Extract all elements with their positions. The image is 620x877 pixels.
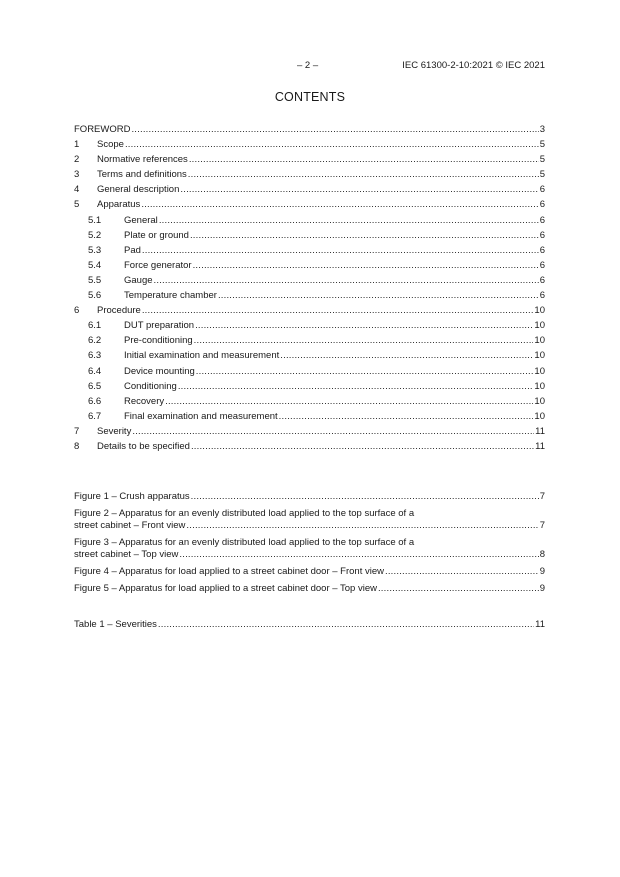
toc-entry-number: 6.6 xyxy=(88,395,102,407)
dot-leader xyxy=(159,215,539,227)
figure-entry-title: Figure 5 – Apparatus for load applied to a street cabinet door – Top view xyxy=(74,583,377,594)
dot-leader xyxy=(158,619,534,631)
toc-entry-page: 6 xyxy=(539,290,545,302)
toc-entry[interactable] xyxy=(74,154,545,166)
toc-entry-number: 6.5 xyxy=(88,380,102,392)
toc-entry[interactable] xyxy=(74,426,545,438)
toc-entry-title: Initial examination and measurement xyxy=(124,350,280,362)
toc-entry-title: Force generator xyxy=(124,259,192,271)
toc-entry[interactable] xyxy=(74,230,545,242)
toc-entry[interactable] xyxy=(74,124,545,136)
toc-entry[interactable] xyxy=(74,260,545,272)
figure-entry[interactable] xyxy=(74,583,545,595)
table-entry-page: 11 xyxy=(535,619,545,630)
dot-leader xyxy=(196,366,534,378)
figure-entry-page: 7 xyxy=(539,491,545,502)
dot-leader xyxy=(194,335,534,347)
toc-entry-number: 4 xyxy=(74,184,80,196)
figure-entry-page: 9 xyxy=(539,566,545,577)
document-reference: IEC 61300-2-10:2021 © IEC 2021 xyxy=(402,60,545,71)
toc-entry-number: 3 xyxy=(74,169,80,181)
dot-leader xyxy=(125,139,539,151)
toc-entry-number: 7 xyxy=(74,425,80,437)
dot-leader xyxy=(165,396,533,408)
toc-entry-title: Details to be specified xyxy=(97,440,190,452)
toc-entry-number: 1 xyxy=(74,139,80,151)
figure-entry-title: street cabinet – Front view xyxy=(74,520,186,531)
figure-entry-title: Figure 4 – Apparatus for load applied to a street cabinet door – Front view xyxy=(74,566,384,577)
toc-entry[interactable] xyxy=(74,320,545,332)
toc-entry[interactable] xyxy=(74,335,545,347)
figure-entry[interactable] xyxy=(74,537,545,561)
toc-entry-page: 10 xyxy=(534,365,545,377)
toc-entry-page: 10 xyxy=(534,410,545,422)
toc-entry-title: Apparatus xyxy=(97,199,141,211)
toc-entry-number: 6.4 xyxy=(88,365,102,377)
dot-leader xyxy=(179,549,538,561)
table-entry[interactable] xyxy=(74,619,545,631)
toc-entry-title: Pad xyxy=(124,244,141,256)
toc-entry-number: 6 xyxy=(74,305,80,317)
toc-entry-number: 6.7 xyxy=(88,410,102,422)
toc-entry-title: Final examination and measurement xyxy=(124,410,278,422)
toc-entry-number: 6.1 xyxy=(88,320,102,332)
toc-entry-number: 5.5 xyxy=(88,274,102,286)
page-number: – 2 – xyxy=(297,60,319,71)
toc-entry-page: 10 xyxy=(534,335,545,347)
toc-entry[interactable] xyxy=(74,245,545,257)
toc-entry-page: 10 xyxy=(534,395,545,407)
figure-entry-row xyxy=(74,520,545,532)
dot-leader xyxy=(188,169,539,181)
toc-entry-title: FOREWORD xyxy=(74,124,131,135)
toc-entry[interactable] xyxy=(74,290,545,302)
table-of-contents xyxy=(74,124,545,456)
toc-entry[interactable] xyxy=(74,139,545,151)
dot-leader xyxy=(218,290,539,302)
dot-leader xyxy=(195,320,533,332)
dot-leader xyxy=(191,441,534,453)
toc-entry-title: Recovery xyxy=(124,395,165,407)
figure-entry-title-line1: Figure 2 – Apparatus for an evenly distributed load applied to the top surface of a xyxy=(74,508,415,519)
list-of-tables xyxy=(74,619,545,634)
page-title: CONTENTS xyxy=(274,90,346,104)
toc-entry[interactable] xyxy=(74,381,545,393)
toc-entry-page: 5 xyxy=(539,139,545,151)
toc-entry[interactable] xyxy=(74,366,545,378)
figure-entry-title: street cabinet – Top view xyxy=(74,549,179,560)
toc-entry-number: 6.2 xyxy=(88,335,102,347)
toc-entry[interactable] xyxy=(74,396,545,408)
toc-entry[interactable] xyxy=(74,411,545,423)
toc-entry-number: 5.6 xyxy=(88,290,102,302)
toc-entry[interactable] xyxy=(74,305,545,317)
figure-entry-row xyxy=(74,549,545,561)
dot-leader xyxy=(280,350,533,362)
dot-leader xyxy=(279,411,534,423)
dot-leader xyxy=(385,566,539,578)
toc-entry-title: Gauge xyxy=(124,274,153,286)
toc-entry-page: 6 xyxy=(539,214,545,226)
dot-leader xyxy=(154,275,539,287)
figure-entry-page: 8 xyxy=(539,549,545,560)
figure-entry-row xyxy=(74,583,545,595)
toc-entry-number: 5.1 xyxy=(88,214,102,226)
toc-entry-page: 6 xyxy=(539,259,545,271)
toc-entry-page: 5 xyxy=(539,169,545,181)
toc-entry-page: 6 xyxy=(539,199,545,211)
list-of-figures xyxy=(74,491,545,600)
toc-entry-title: DUT preparation xyxy=(124,320,195,332)
toc-entry-page: 6 xyxy=(539,184,545,196)
toc-entry-title: Terms and definitions xyxy=(97,169,187,181)
figure-entry[interactable] xyxy=(74,508,545,532)
toc-entry-page: 6 xyxy=(539,244,545,256)
toc-entry-title: Plate or ground xyxy=(124,229,189,241)
toc-entry-title: Temperature chamber xyxy=(124,290,217,302)
toc-entry-title: Severity xyxy=(97,425,132,437)
dot-leader xyxy=(193,260,539,272)
toc-entry-title: Conditioning xyxy=(124,380,177,392)
toc-entry-page: 10 xyxy=(534,320,545,332)
dot-leader xyxy=(189,154,539,166)
toc-entry-page: 6 xyxy=(539,274,545,286)
table-entry-title: Table 1 – Severities xyxy=(74,619,157,630)
dot-leader xyxy=(132,426,534,438)
toc-entry-page: 10 xyxy=(534,350,545,362)
toc-entry[interactable] xyxy=(74,184,545,196)
figure-entry-row xyxy=(74,491,545,503)
dot-leader xyxy=(186,520,538,532)
toc-entry[interactable] xyxy=(74,350,545,362)
toc-entry-number: 8 xyxy=(74,440,80,452)
dot-leader xyxy=(142,305,534,317)
figure-entry[interactable] xyxy=(74,566,545,578)
toc-entry-number: 5.3 xyxy=(88,244,102,256)
dot-leader xyxy=(142,245,539,257)
figure-entry-title-line1: Figure 3 – Apparatus for an evenly distributed load applied to the top surface of a xyxy=(74,537,415,548)
toc-entry[interactable] xyxy=(74,169,545,181)
toc-entry-number: 5.2 xyxy=(88,229,102,241)
toc-entry[interactable] xyxy=(74,441,545,453)
toc-entry-page: 5 xyxy=(539,154,545,166)
dot-leader xyxy=(180,184,538,196)
toc-entry-page: 11 xyxy=(535,440,545,452)
figure-entry-page: 7 xyxy=(539,520,545,531)
toc-entry-title: Device mounting xyxy=(124,365,195,377)
toc-entry-title: General description xyxy=(97,184,180,196)
figure-entry-row xyxy=(74,566,545,578)
toc-entry[interactable] xyxy=(74,199,545,211)
dot-leader xyxy=(141,199,538,211)
toc-entry-page: 3 xyxy=(539,124,545,135)
toc-entry-title: General xyxy=(124,214,158,226)
dot-leader xyxy=(178,381,534,393)
toc-entry-page: 6 xyxy=(539,229,545,241)
toc-entry-page: 10 xyxy=(534,305,545,317)
toc-entry-number: 6.3 xyxy=(88,350,102,362)
toc-entry-page: 11 xyxy=(535,425,545,437)
toc-entry-number: 2 xyxy=(74,154,80,166)
dot-leader xyxy=(190,230,539,242)
figure-entry[interactable] xyxy=(74,491,545,503)
toc-entry-title: Procedure xyxy=(97,305,141,317)
toc-entry-page: 10 xyxy=(534,380,545,392)
toc-entry-number: 5.4 xyxy=(88,259,102,271)
figure-entry-page: 9 xyxy=(539,583,545,594)
toc-entry[interactable] xyxy=(74,215,545,227)
toc-entry-title: Pre-conditioning xyxy=(124,335,193,347)
dot-leader xyxy=(378,583,539,595)
toc-entry-title: Scope xyxy=(97,139,124,151)
dot-leader xyxy=(191,491,539,503)
toc-entry-number: 5 xyxy=(74,199,80,211)
figure-entry-title: Figure 1 – Crush apparatus xyxy=(74,491,190,502)
dot-leader xyxy=(131,124,538,136)
toc-entry[interactable] xyxy=(74,275,545,287)
toc-entry-title: Normative references xyxy=(97,154,188,166)
